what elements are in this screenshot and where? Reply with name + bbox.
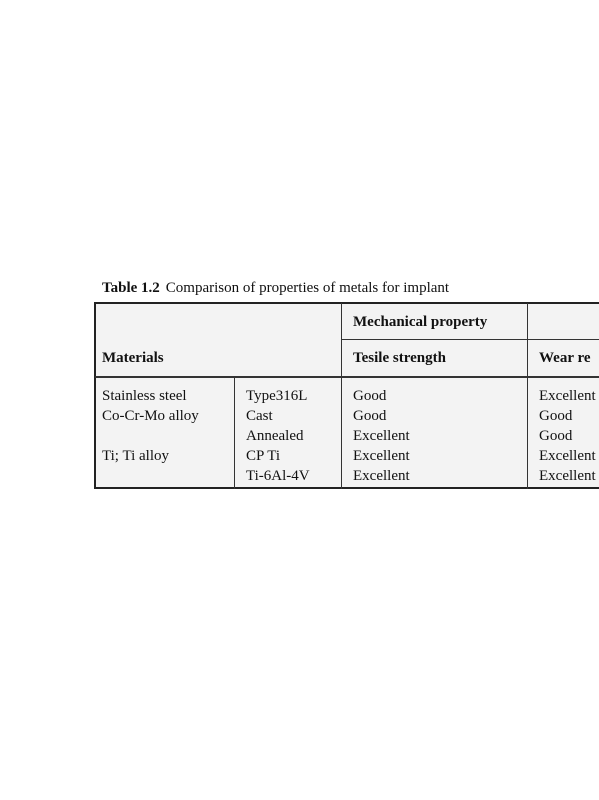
row-divider-group-heading <box>341 339 599 340</box>
header-mechanical-property: Mechanical property <box>353 314 488 330</box>
row-5-wear: Excellent <box>539 468 596 484</box>
table-caption <box>102 280 449 297</box>
row-1-tensile: Good <box>353 388 387 404</box>
row-4-wear: Excellent <box>539 448 596 464</box>
table-caption-label: Table 1.2 <box>102 280 160 296</box>
header-tensile-strength: Tesile strength <box>353 350 446 366</box>
row-2-material: Co-Cr-Mo alloy <box>102 408 199 424</box>
row-4-tensile: Excellent <box>353 448 410 464</box>
header-wear-resistance: Wear re <box>539 350 591 366</box>
column-divider-type-left <box>234 377 235 489</box>
row-1-type: Type316L <box>246 388 308 404</box>
row-2-tensile: Good <box>353 408 387 424</box>
row-3-type: Annealed <box>246 428 304 444</box>
row-1-wear: Excellent <box>539 388 596 404</box>
row-5-tensile: Excellent <box>353 468 410 484</box>
table-caption-text: Comparison of properties of metals for implant <box>165 280 450 296</box>
row-2-wear: Good <box>539 408 573 424</box>
row-4-type: CP Ti <box>246 448 281 464</box>
column-divider-mechanical-left <box>341 303 342 489</box>
column-divider-wear-left <box>527 303 528 489</box>
row-1-material: Stainless steel <box>102 388 187 404</box>
row-5-type: Ti-6Al-4V <box>246 468 310 484</box>
row-divider-header-bottom <box>95 376 599 378</box>
header-materials: Materials <box>102 350 164 366</box>
row-2-type: Cast <box>246 408 273 424</box>
row-4-material: Ti; Ti alloy <box>102 448 169 464</box>
row-3-wear: Good <box>539 428 573 444</box>
row-3-tensile: Excellent <box>353 428 410 444</box>
